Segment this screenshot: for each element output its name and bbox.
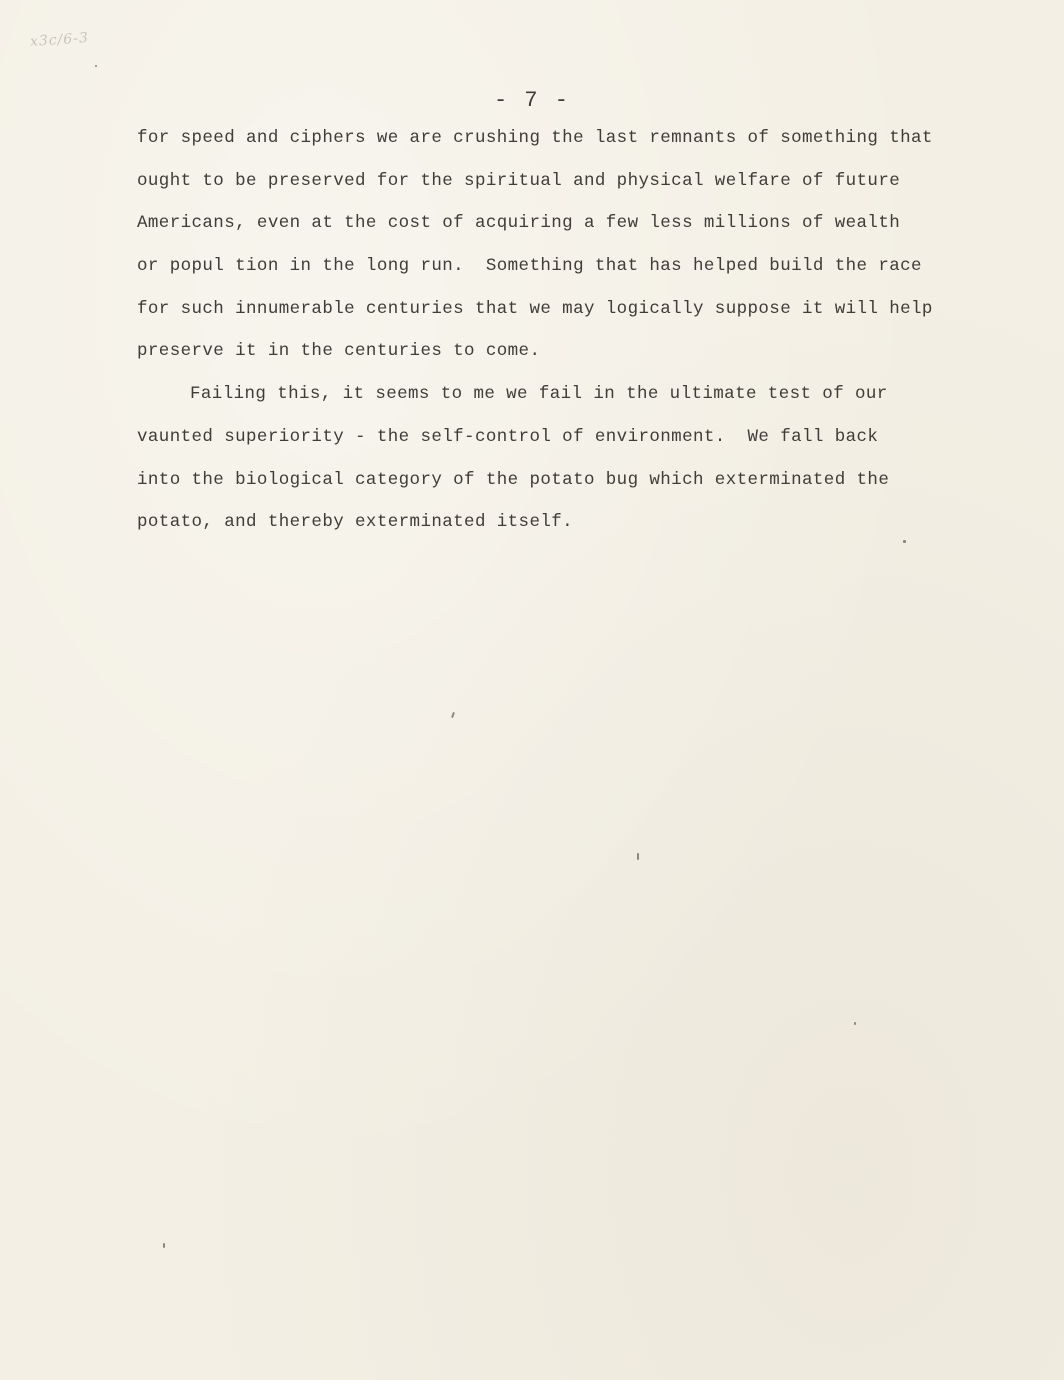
text-line: ought to be preserved for the spiritual and physical welfare of future xyxy=(137,170,901,191)
page-number: - 7 - xyxy=(493,88,570,113)
paper-speck xyxy=(854,1022,856,1025)
paper-speck xyxy=(451,712,455,718)
paper-speck xyxy=(637,853,639,860)
text-line: or popul tion in the long run. Something that has helped build the race xyxy=(137,256,922,277)
text-line: potato, and thereby exterminated itself. xyxy=(137,512,574,533)
archive-pencil-mark: x3c/6-3 xyxy=(29,29,90,51)
paper-speck xyxy=(903,540,906,543)
text-line: vaunted superiority - the self-control of environment. We fall back xyxy=(137,426,879,447)
body-text xyxy=(137,124,933,551)
text-line: for speed and ciphers we are crushing the last remnants of something that xyxy=(137,128,933,148)
text-line: into the biological category of the potato bug which exterminated the xyxy=(137,469,890,490)
text-line: Failing this, it seems to me we fail in the ultimate test of our xyxy=(190,384,888,405)
text-line: preserve it in the centuries to come. xyxy=(137,341,541,362)
paper-speck xyxy=(95,65,97,67)
text-line: Americans, even at the cost of acquiring a few less millions of wealth xyxy=(137,213,901,234)
paper-speck xyxy=(163,1243,165,1248)
text-line: for such innumerable centuries that we may logically suppose it will help xyxy=(137,298,933,319)
